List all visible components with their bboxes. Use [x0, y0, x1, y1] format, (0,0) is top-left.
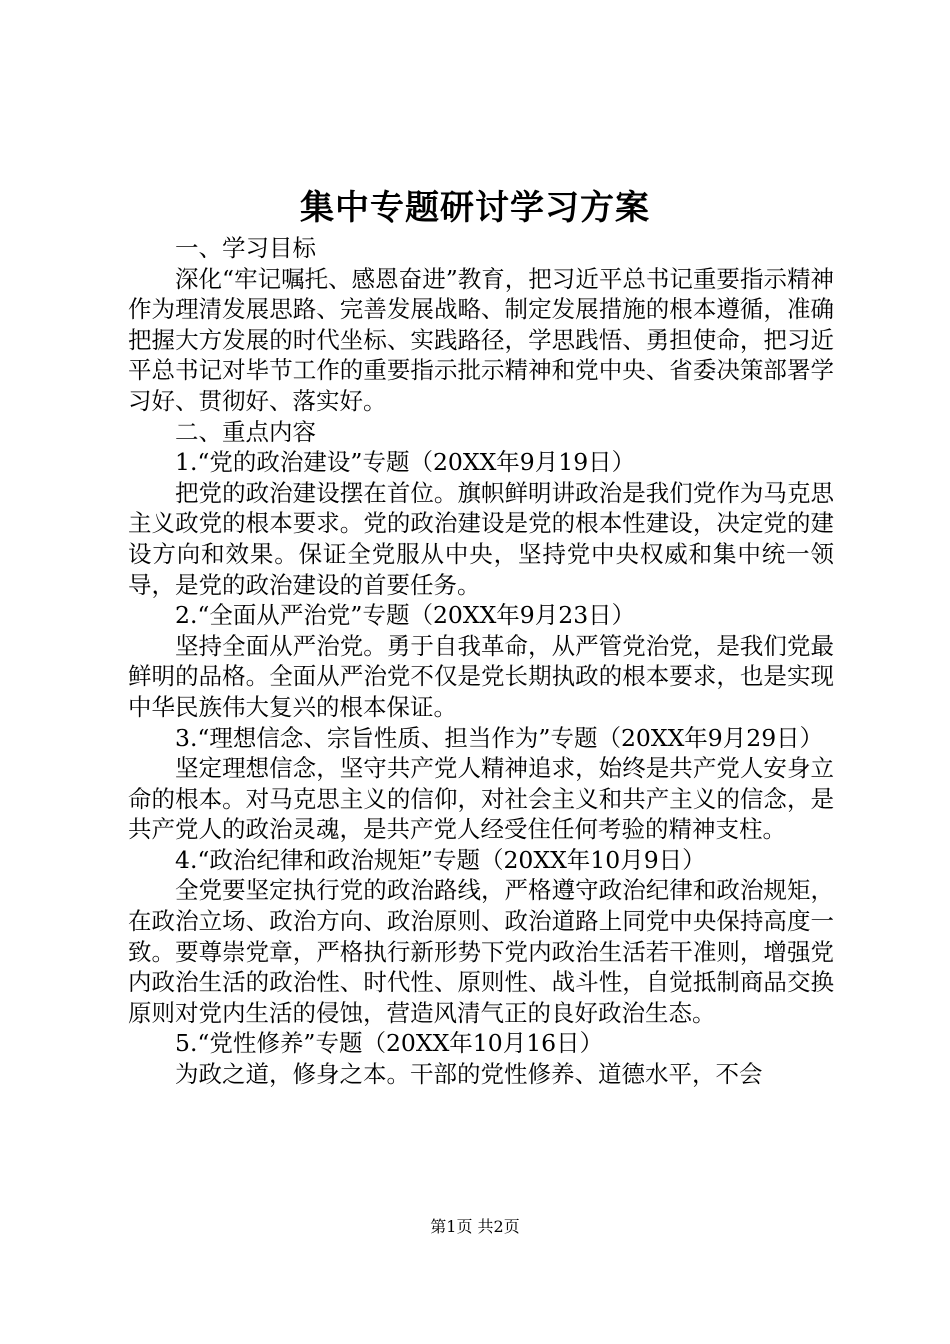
- document-title: 集中专题研讨学习方案: [300, 188, 650, 228]
- page-footer: 第1页 共2页: [430, 1217, 520, 1236]
- topic-heading-4: 4.“政治纪律和政治规矩”专题（20XX年10月9日）: [175, 845, 706, 874]
- topic-paragraph-3: 坚定理想信念，坚守共产党人精神追求，始终是共产党人安身立命的根本。对马克思主义的信仰，对社会主义和共产主义的信念，是共产党人的政治灵魂，是共产党人经受住任何考验的精神支柱。: [128, 754, 834, 844]
- topic-heading-3: 3.“理想信念、宗旨性质、担当作为”专题（20XX年9月29日）: [175, 723, 824, 752]
- topic-paragraph-4: 全党要坚定执行党的政治路线，严格遵守政治纪律和政治规矩，在政治立场、政治方向、政治原则、政治道路上同党中央保持高度一致。要尊崇党章，严格执行新形势下党内政治生活若干准则，增强党内政治生活的政治性、时代性、原则性、战斗性，自觉抵制商品交换原则对党内生活的侵蚀，营造风清气正的良好政治生态。: [128, 876, 834, 1027]
- topic-paragraph-1: 把党的政治建设摆在首位。旗帜鲜明讲政治是我们党作为马克思主义政党的根本要求。党的政治建设是党的根本性建设，决定党的建设方向和效果。保证全党服从中央，坚持党中央权威和集中统一领导，是党的政治建设的首要任务。: [128, 478, 834, 599]
- document-body: [128, 233, 834, 1090]
- section-heading-goals: 一、学习目标: [175, 234, 316, 262]
- topic-heading-1: 1.“党的政治建设”专题（20XX年9月19日）: [175, 448, 636, 477]
- topic-heading-5: 5.“党性修养”专题（20XX年10月16日）: [175, 1029, 604, 1058]
- topic-paragraph-2: 坚持全面从严治党。勇于自我革命，从严管党治党，是我们党最鲜明的品格。全面从严治党不仅是党长期执政的根本要求，也是实现中华民族伟大复兴的根本保证。: [128, 631, 834, 721]
- topic-heading-2: 2.“全面从严治党”专题（20XX年9月23日）: [175, 601, 636, 630]
- topic-paragraph-5: 为政之道，修身之本。干部的党性修养、道德水平，不会: [175, 1060, 763, 1089]
- paragraph-goals: 深化“牢记嘱托、感恩奋进”教育，把习近平总书记重要指示精神作为理清发展思路、完善发展战略、制定发展措施的根本遵循，准确把握大方发展的时代坐标、实践路径，学思践悟、勇担使命，把习近平总书记对毕节工作的重要指示批示精神和党中央、省委决策部署学习好、贯彻好、落实好。: [128, 264, 834, 415]
- section-heading-content: 二、重点内容: [175, 417, 316, 446]
